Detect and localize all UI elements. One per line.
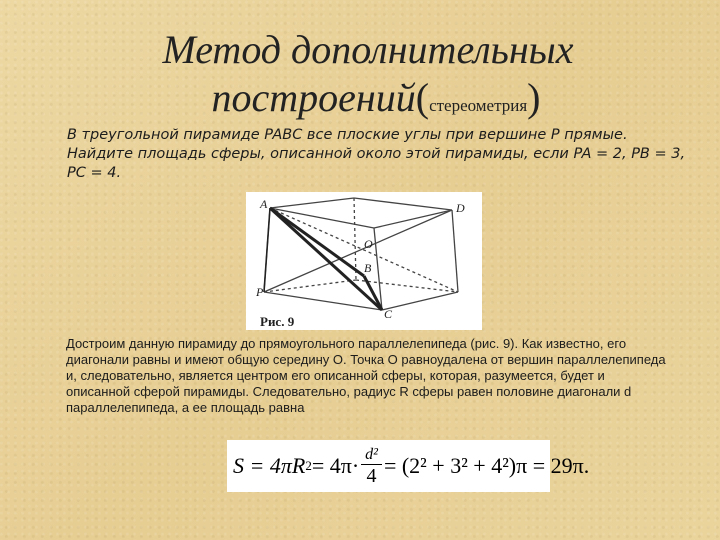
label-A: A [260, 197, 268, 211]
fraction-numerator: d² [361, 446, 382, 465]
label-P: P [256, 285, 264, 299]
slide-title-line2 [16, 76, 720, 128]
title-subtitle: стереометрия [429, 96, 528, 115]
label-D: D [456, 201, 465, 215]
figure-parallelepiped [246, 192, 482, 330]
formula-lhs: S = 4πR [233, 453, 306, 478]
parallelepiped-drawing [246, 192, 482, 330]
formula-rhs: = (2² + 3² + 4²)π = 29π. [383, 453, 590, 478]
title-close-paren: ) [527, 75, 541, 120]
formula-fraction [361, 446, 382, 487]
formula-box [227, 440, 590, 492]
slide-title-line1: Метод дополнительных [162, 27, 574, 72]
label-B: B [364, 261, 372, 275]
title-open-paren: ( [415, 75, 430, 120]
problem-statement: В треугольной пирамиде PABC все плоские углы при вершине P прямые. Найдите площадь сферы, описанной около этой пирамиды, если PA = 2, PB = 3, PC = 4. [67, 127, 686, 181]
label-O: O [364, 237, 373, 251]
title-main-word: построений [211, 75, 416, 120]
solution-text: Достроим данную пирамиду до прямоугольного параллелепипеда (рис. 9). Как известно, его диагонали равны и имеют общую середину O. Точка O равноудалена от вершин параллелепипеда и, следовательно, является центром его описанной сферы, которая, разумеется, будет и описанной сферой пирамиды. Следовательно, радиус R сферы равен половине диагонали d параллелепипеда, а ее площадь равна [66, 336, 666, 415]
fraction-denominator: 4 [366, 464, 377, 487]
formula-exp: 2 [305, 458, 312, 473]
figure-caption: Рис. 9 [260, 314, 295, 329]
formula-mid: = 4π· [311, 453, 360, 478]
label-C: C [384, 307, 393, 321]
